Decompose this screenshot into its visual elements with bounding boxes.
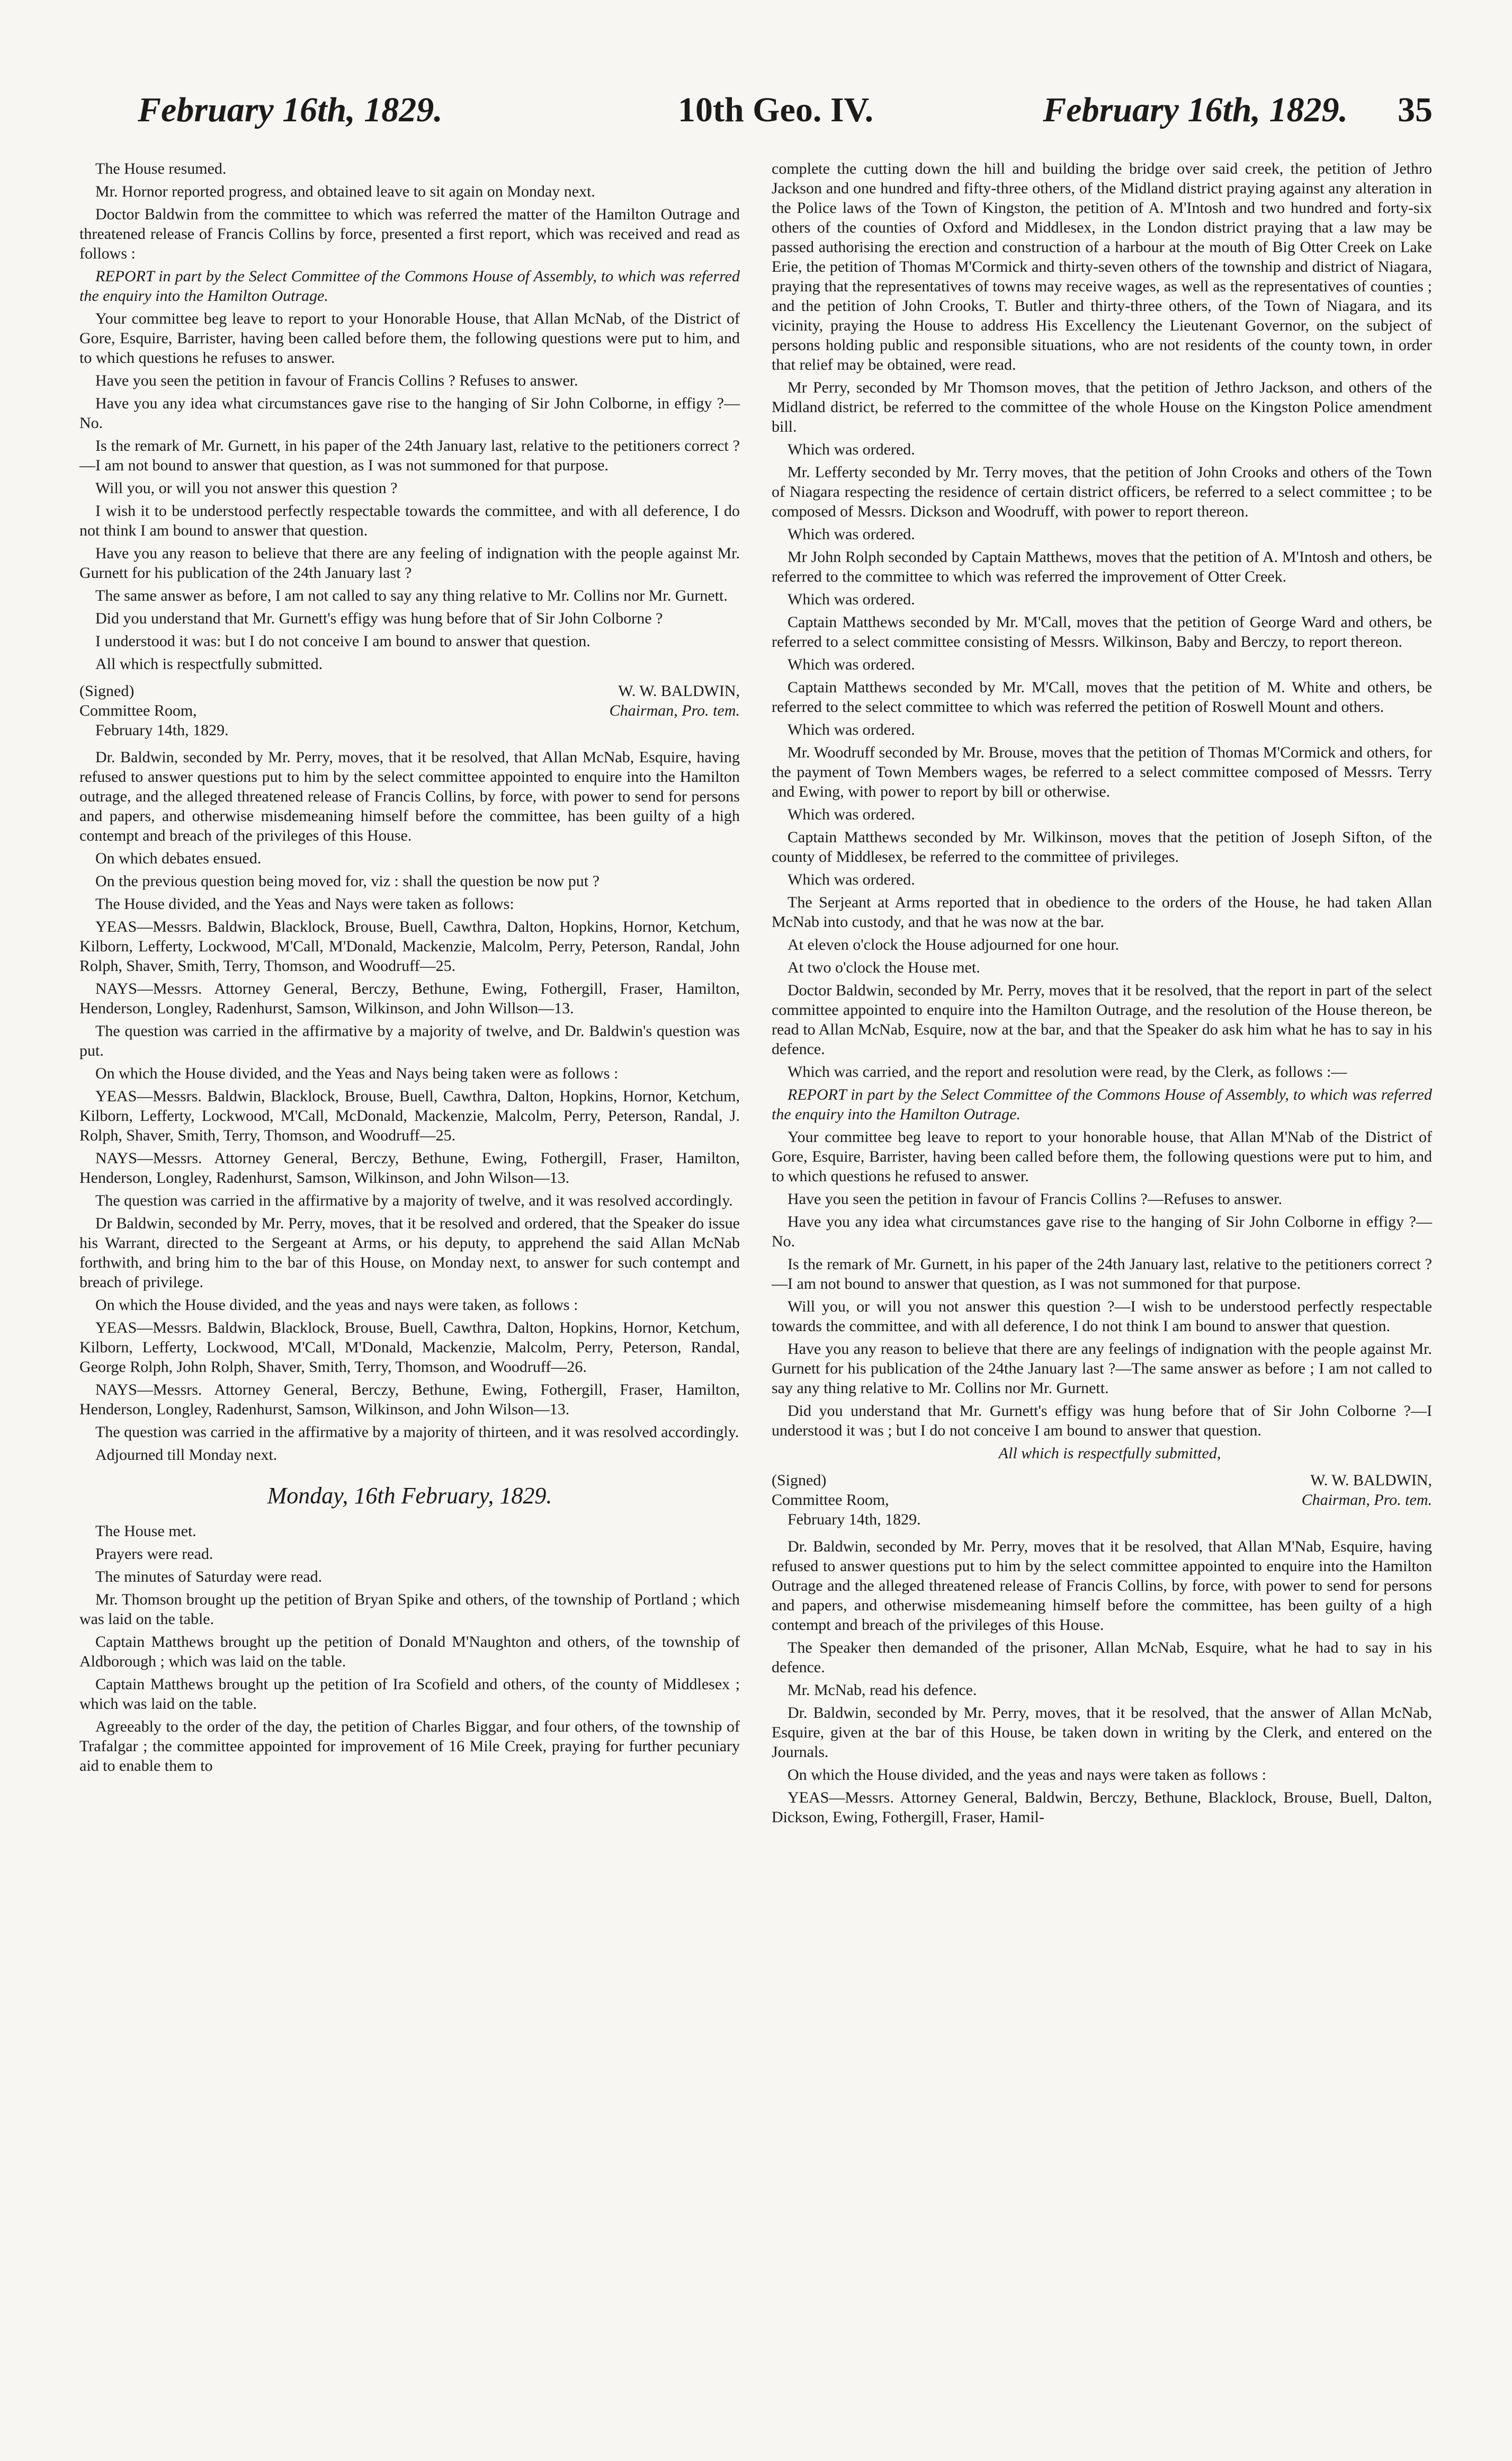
paragraph: Did you understand that Mr. Gurnett's effigy was hung before that of Sir John Colborne ? (95, 610, 663, 627)
signature-date: February 14th, 1829. (95, 721, 229, 739)
report-heading: REPORT in part by the Select Committee of the Commons House of Assembly, to which was referred the enquiry into the Hamilton Outrage. (79, 268, 740, 305)
paragraph: Dr. Baldwin, seconded by Mr. Perry, moves, that it be resolved, that Allan McNab, Esquire, having refused to answer questions put to him by the select committee appointed to enquire into the Hamilton outrage, and the alleged threatened release of Francis Collins, by force, with power to send for persons and papers, and otherwise misdemeaning himself before the committee, has been guilty of a high contempt and breach of the privileges of this House. (79, 748, 740, 844)
signatory-name: W. W. BALDWIN, (1310, 1472, 1432, 1489)
paragraph: Prayers were read. (95, 1545, 213, 1563)
paragraph: The House resumed. (95, 160, 227, 177)
paragraph: Is the remark of Mr. Gurnett, in his paper of the 24th January last, relative to the petitioners correct ?—I am not bound to answer that question, as I was not summoned for that purpose. (772, 1255, 1432, 1292)
paragraph: Which was ordered. (788, 525, 915, 543)
paragraph: Captain Matthews seconded by Mr. M'Call, moves that the petition of M. White and others, be referred to the select committee to which was referred the petition of Roswell Mount and others. (772, 679, 1432, 716)
signature-place: Committee Room, (772, 1491, 889, 1509)
paragraph: YEAS—Messrs. Baldwin, Blacklock, Brouse, Buell, Cawthra, Dalton, Hopkins, Hornor, Ketchum, Kilborn, Lefferty, Lockwood, M'Call, M'Donald, Mackenzie, Malcolm, Perry, Peterson, Randal, George Rolph, John Rolph, Shaver, Smith, Terry, Thomson, and Woodruff—26. (79, 1319, 740, 1376)
signatory-title: Chairman, Pro. tem. (1301, 1491, 1432, 1509)
paragraph: Mr John Rolph seconded by Captain Matthews, moves that the petition of A. M'Intosh and others, be referred to the committee to which was referred the improvement of Otter Creek. (772, 548, 1432, 585)
paragraph: On which the House divided, and the Yeas and Nays being taken were as follows : (95, 1065, 619, 1082)
paragraph: Will you, or will you not answer this question ?—I wish to be understood perfectly respectable towards the committee, and with all deference, I do not think I am bound to answer that question. (772, 1298, 1432, 1335)
paragraph: Your committee beg leave to report to your honorable house, that Allan M'Nab of the District of Gore, Esquire, Barrister, having been called before them, the following questions were put to him, and to which questions he refused to answer. (772, 1128, 1432, 1185)
paragraph: Have you any idea what circumstances gave rise to the hanging of Sir John Colborne in effigy ?—No. (772, 1213, 1432, 1250)
paragraph: YEAS—Messrs. Baldwin, Blacklock, Brouse, Buell, Cawthra, Dalton, Hopkins, Hornor, Ketchum, Kilborn, Lefferty, Lockwood, M'Call, M'Donald, Mackenzie, Malcolm, Perry, Peterson, Randal, John Rolph, Shaver, Smith, Terry, Thomson, and Woodruff—25. (79, 918, 740, 975)
paragraph: Captain Matthews seconded by Mr. Wilkinson, moves that the petition of Joseph Sifton, of the county of Middlesex, be referred to the committee of privileges. (772, 828, 1432, 866)
page-header (79, 79, 1433, 143)
paragraph: Which was ordered. (788, 806, 915, 823)
paragraph: On which the House divided, and the yeas and nays were taken as follows : (788, 1766, 1266, 1784)
paragraph: Your committee beg leave to report to your Honorable House, that Allan McNab, of the District of Gore, Esquire, Barrister, having been called before them, the following questions were put to him, and to which questions he refuses to answer. (79, 310, 740, 367)
paragraph: Which was ordered. (788, 721, 915, 738)
header-date-right: February 16th, 1829. (1043, 91, 1348, 129)
paragraph: NAYS—Messrs. Attorney General, Berczy, Bethune, Ewing, Fothergill, Fraser, Hamilton, Henderson, Longley, Radenhurst, Samson, Wilkinson, and John Wilson—13. (79, 1381, 740, 1418)
signatory-name: W. W. BALDWIN, (618, 682, 740, 700)
paragraph: Mr. Thomson brought up the petition of Bryan Spike and others, of the township of Portland ; which was laid on the table. (79, 1591, 740, 1628)
header-regnal-year: 10th Geo. IV. (678, 91, 874, 129)
paragraph: Doctor Baldwin, seconded by Mr. Perry, moves that it be resolved, that the report in part of the select committee appointed to enquire into the Hamilton Outrage, and the resolution of the House thereon, be read to Allan McNab, Esquire, now at the bar, and that the Speaker do ask him what he has to say in his defence. (772, 982, 1432, 1058)
paragraph: The House met. (95, 1522, 196, 1540)
report-closing: All which is respectfully submitted, (998, 1444, 1221, 1462)
paragraph: Did you understand that Mr. Gurnett's effigy was hung before that of Sir John Colborne ?—I understood it was ; but I do not conceive I am bound to answer that question. (772, 1402, 1432, 1439)
paragraph: Have you any reason to believe that there are any feeling of indignation with the people against Mr. Gurnett for his publication of the 24th January last ? (79, 545, 740, 582)
paragraph: At two o'clock the House met. (788, 959, 980, 976)
paragraph: Dr. Baldwin, seconded by Mr. Perry, moves, that it be resolved, that the answer of Allan McNab, Esquire, given at the bar of this House, be taken down in writing by the Clerk, and entered on the Journals. (772, 1704, 1432, 1761)
paragraph: Which was ordered. (788, 441, 915, 458)
paragraph: Mr. McNab, read his defence. (788, 1681, 977, 1699)
paragraph: The question was carried in the affirmative by a majority of twelve, and it was resolved accordingly. (95, 1192, 733, 1209)
paragraph: The minutes of Saturday were read. (95, 1568, 323, 1585)
paragraph: The question was carried in the affirmative by a majority of thirteen, and it was resolved accordingly. (95, 1423, 739, 1441)
paragraph: I wish it to be understood perfectly respectable towards the committee, and with all deference, I do not think I am bound to answer that question. (79, 502, 740, 539)
paragraph: Which was ordered. (788, 656, 915, 673)
header-date-left: February 16th, 1829. (138, 91, 443, 129)
paragraph: Mr. Hornor reported progress, and obtained leave to sit again on Monday next. (95, 183, 595, 200)
paragraph: The Serjeant at Arms reported that in obedience to the orders of the House, he had taken Allan McNab into custody, and that he was now at the bar. (772, 894, 1432, 931)
paragraph: I understood it was: but I do not conceive I am bound to answer that question. (95, 632, 591, 650)
paragraph: Dr. Baldwin, seconded by Mr. Perry, moves that it be resolved, that Allan M'Nab, Esquire, having refused to answer questions put to him by the select committee appointed to enquire into the Hamilton Outrage and the alleged threatened release of Francis Collins, by force, with power to send for persons and papers, and otherwise misdemeaning himself before the committee, has been guilty of a high contempt and breach of the privileges of this House. (772, 1538, 1432, 1634)
paragraph: Will you, or will you not answer this question ? (95, 479, 398, 497)
paragraph: All which is respectfully submitted. (95, 655, 323, 673)
paragraph: The Speaker then demanded of the prisoner, Allan McNab, Esquire, what he had to say in his defence. (772, 1639, 1432, 1676)
paragraph: Have you seen the petition in favour of Francis Collins ? Refuses to answer. (95, 372, 578, 389)
paragraph: Which was ordered. (788, 591, 915, 608)
paragraph: Is the remark of Mr. Gurnett, in his paper of the 24th January last, relative to the petitioners correct ?—I am not bound to answer that question, as I was not summoned for that purpose. (79, 437, 740, 474)
section-heading-monday: Monday, 16th February, 1829. (267, 1483, 552, 1509)
paragraph: YEAS—Messrs. Baldwin, Blacklock, Brouse, Buell, Cawthra, Dalton, Hopkins, Hornor, Ketchum, Kilborn, Lefferty, Lockwood, M'Call, McDonald, Mackenzie, Malcolm, Perry, Peterson, Randal, J. Rolph, Shaver, Smith, Terry, Thomson, and Woodruff—25. (79, 1087, 740, 1144)
paragraph: Dr Baldwin, seconded by Mr. Perry, moves, that it be resolved and ordered, that the Speaker do issue his Warrant, directed to the Sergeant at Arms, or his deputy, to apprehend the said Allan McNab forthwith, and bring him to the bar of this House, on Monday next, to answer for such contempt and breach of privilege. (79, 1215, 740, 1291)
signed-label: (Signed) (772, 1472, 827, 1489)
paragraph: Mr. Lefferty seconded by Mr. Terry moves, that the petition of John Crooks and others of the Town of Niagara respecting the residence of certain district officers, be referred to a select committee ; to be composed of Messrs. Dickson and Woodruff, with power to report thereon. (772, 463, 1432, 520)
paragraph: Have you seen the petition in favour of Francis Collins ?—Refuses to answer. (788, 1190, 1282, 1208)
signature-date: February 14th, 1829. (788, 1511, 921, 1528)
signature-place: Committee Room, (79, 702, 197, 719)
signature-block (79, 681, 740, 740)
signed-label: (Signed) (79, 682, 135, 700)
page-number: 35 (1398, 91, 1433, 129)
paragraph: NAYS—Messrs. Attorney General, Berczy, Bethune, Ewing, Fothergill, Fraser, Hamilton, Henderson, Longley, Radenhurst, Samson, Wilkinson, and John Wilson—13. (79, 1149, 740, 1187)
paragraph: NAYS—Messrs. Attorney General, Berczy, Bethune, Ewing, Fothergill, Fraser, Hamilton, Henderson, Longley, Radenhurst, Samson, Wilkinson, and John Willson—13. (79, 980, 740, 1017)
paragraph: Captain Matthews brought up the petition of Donald M'Naughton and others, of the township of Aldborough ; which was laid on the table. (79, 1633, 740, 1670)
left-column (79, 159, 740, 1830)
paragraph: Which was carried, and the report and resolution were read, by the Clerk, as follows :— (788, 1063, 1347, 1081)
paragraph: Agreeably to the order of the day, the petition of Charles Biggar, and four others, of the township of Trafalgar ; the committee appointed for improvement of 16 Mile Creek, praying for further pecuniary aid to enable them to (79, 1718, 740, 1775)
paragraph: Doctor Baldwin from the committee to which was referred the matter of the Hamilton Outrage and threatened release of Francis Collins by force, presented a first report, which was received and read as follows : (79, 206, 740, 262)
paragraph: Mr. Woodruff seconded by Mr. Brouse, moves that the petition of Thomas M'Cormick and others, for the payment of Town Members wages, be referred to a select committee composed of Messrs. Terry and Ewing, with power to report by bill or otherwise. (772, 744, 1432, 800)
paragraph: YEAS—Messrs. Attorney General, Baldwin, Berczy, Bethune, Blacklock, Brouse, Buell, Dalton, Dickson, Ewing, Fothergill, Fraser, Hamil- (772, 1789, 1432, 1826)
report-heading: REPORT in part by the Select Committee of the Commons House of Assembly, to which was referred the enquiry into the Hamilton Outrage. (772, 1086, 1432, 1123)
paragraph: complete the cutting down the hill and building the bridge over said creek, the petition of Jethro Jackson and one hundred and fifty-three others, of the Midland district praying against any alteration in the Police laws of the Town of Kingston, the petition of A. M'Intosh and two hundred and forty-six others of the counties of Oxford and Middlesex, in the London district praying that a law may be passed authorising the erection and construction of a harbour at the mouth of Big Otter Creek on Lake Erie, the petition of Thomas M'Cormick and thirty-seven others of the township and district of Niagara, praying that the representatives of towns may receive wages, as well as the representatives of counties ; and the petition of John Crooks, T. Butler and thirty-three others, of the Town of Niagara, and its vicinity, praying the House to address His Excellency the Lieutenant Governor, on the subject of persons holding public and responsible situations, who are not residents of the county town, in order that relief may be obtained, were read. (772, 160, 1432, 373)
paragraph: On which the House divided, and the yeas and nays were taken, as follows : (95, 1296, 578, 1314)
paragraph: Which was ordered. (788, 871, 915, 888)
paragraph: Mr Perry, seconded by Mr Thomson moves, that the petition of Jethro Jackson, and others of the Midland district, be referred to the committee of the whole House on the Kingston Police amendment bill. (772, 379, 1432, 435)
paragraph: Captain Matthews brought up the petition of Ira Scofield and others, of the county of Middlesex ; which was laid on the table. (79, 1675, 740, 1713)
signatory-title: Chairman, Pro. tem. (609, 702, 740, 719)
paragraph: The House divided, and the Yeas and Nays were taken as follows: (95, 895, 514, 913)
paragraph: Have you any idea what circumstances gave rise to the hanging of Sir John Colborne, in effigy ?—No. (79, 395, 740, 432)
paragraph: On the previous question being moved for, viz : shall the question be now put ? (95, 872, 600, 890)
paragraph: The same answer as before, I am not called to say any thing relative to Mr. Collins nor Mr. Gurnett. (95, 587, 728, 604)
signature-block (772, 1470, 1432, 1529)
paragraph: Have you any reason to believe that there are any feelings of indignation with the people against Mr. Gurnett for his publication of the 24the January last ?—The same answer as before ; I am not called to say any thing relative to Mr. Collins nor Mr. Gurnett. (772, 1340, 1432, 1397)
paragraph: The question was carried in the affirmative by a majority of twelve, and Dr. Baldwin's question was put. (79, 1022, 740, 1059)
paragraph: At eleven o'clock the House adjourned for one hour. (788, 936, 1120, 953)
paragraph: Captain Matthews seconded by Mr. M'Call, moves that the petition of George Ward and others, be referred to a select committee consisting of Messrs. Wilkinson, Baby and Berczy, to report thereon. (772, 613, 1432, 650)
paragraph: Adjourned till Monday next. (95, 1446, 278, 1464)
right-column (772, 159, 1432, 1830)
paragraph: On which debates ensued. (95, 850, 262, 867)
